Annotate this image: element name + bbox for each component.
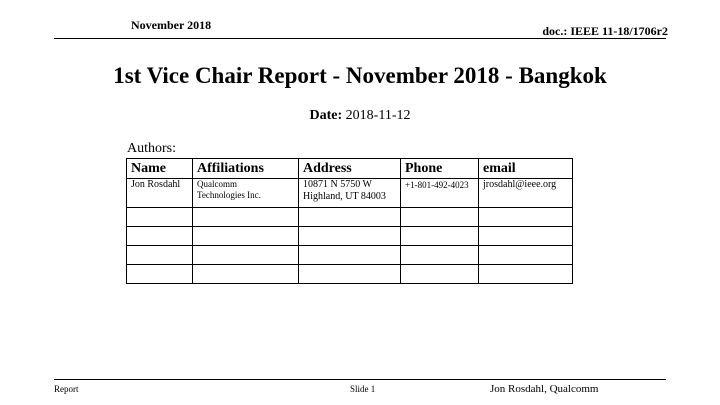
empty-cell — [479, 227, 573, 246]
empty-cell — [127, 208, 193, 227]
empty-cell — [193, 246, 299, 265]
empty-cell — [401, 227, 479, 246]
empty-cell — [479, 208, 573, 227]
authors-label: Authors: — [127, 141, 176, 156]
empty-cell — [299, 208, 401, 227]
header-doc-id: doc.: IEEE 11-18/1706r2 — [542, 24, 668, 38]
author-email: jrosdahl@ieee.org — [479, 179, 573, 208]
footer-author: Jon Rosdahl, Qualcomm — [490, 383, 599, 395]
empty-cell — [127, 246, 193, 265]
empty-cell — [401, 208, 479, 227]
footer-label: Report — [54, 384, 79, 394]
empty-cell — [299, 246, 401, 265]
table-row — [127, 179, 573, 208]
empty-cell — [401, 265, 479, 284]
empty-cell — [193, 265, 299, 284]
table-row — [127, 208, 573, 227]
author-phone: +1-801-492-4023 — [401, 179, 479, 208]
slide-title: 1st Vice Chair Report - November 2018 - Bangkok — [113, 63, 607, 88]
author-name: Jon Rosdahl — [127, 179, 193, 208]
empty-cell — [193, 208, 299, 227]
header-date: November 2018 — [131, 18, 212, 32]
empty-cell — [401, 246, 479, 265]
address-line-1: 10871 N 5750 W — [303, 179, 372, 190]
header-phone: Phone — [401, 159, 479, 179]
empty-cell — [479, 246, 573, 265]
date-label: Date: — [309, 108, 343, 123]
table-row — [127, 246, 573, 265]
table-header-row — [127, 159, 573, 179]
affiliation-line-1: Qualcomm — [197, 179, 237, 189]
empty-cell — [299, 227, 401, 246]
footer-divider — [54, 379, 666, 380]
date-value: 2018-11-12 — [345, 108, 411, 123]
affiliation-line-2: Technologies Inc. — [197, 190, 261, 200]
header-email: email — [479, 159, 573, 179]
authors-table — [126, 158, 573, 284]
author-affiliation — [193, 179, 299, 208]
header-name: Name — [127, 159, 193, 179]
header-divider — [54, 38, 666, 39]
author-address — [299, 179, 401, 208]
table-row — [127, 265, 573, 284]
empty-cell — [299, 265, 401, 284]
table-row — [127, 227, 573, 246]
date-line — [0, 108, 720, 124]
empty-cell — [193, 227, 299, 246]
empty-cell — [127, 265, 193, 284]
header-address: Address — [299, 159, 401, 179]
empty-cell — [127, 227, 193, 246]
address-line-2: Highland, UT 84003 — [303, 191, 386, 202]
slide-number: Slide 1 — [350, 384, 376, 394]
empty-cell — [479, 265, 573, 284]
header-affiliations: Affiliations — [193, 159, 299, 179]
